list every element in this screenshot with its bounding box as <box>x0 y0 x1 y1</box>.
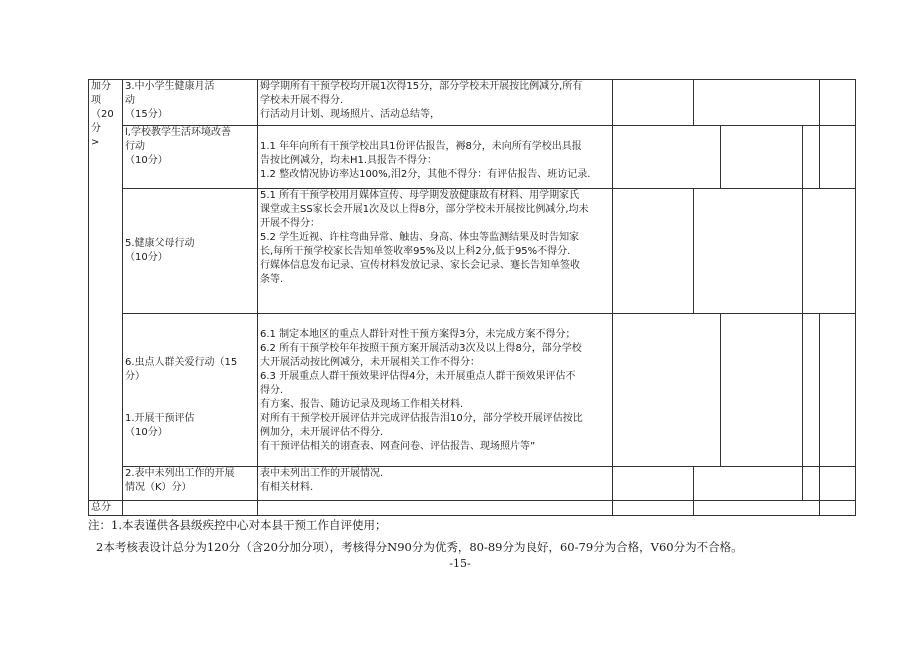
table-row <box>89 80 856 126</box>
note-line-1: 注：1.本表谨供各县级疾控中心对本县干预工作自评使用； <box>88 518 387 532</box>
criteria-text: 学校未开展不得分. <box>260 95 344 106</box>
score-cell <box>721 126 803 189</box>
item-text: 分） <box>125 371 145 382</box>
criteria-text: 例加分，未开展评估不得分. <box>260 427 384 438</box>
score-cell <box>803 314 820 467</box>
criteria-text: 大开展活动按比例减分，未开展相关工作不得分： <box>260 357 480 368</box>
table-row <box>89 314 856 467</box>
score-cell <box>721 314 803 467</box>
score-cell <box>613 314 721 467</box>
criteria-text: 开展不得分： <box>260 218 320 229</box>
criteria-text: 6.1 制定本地区的重点人群针对性干预方案得3分，未完成方案不得分； <box>260 329 576 340</box>
table-row <box>89 189 856 314</box>
criteria-text: 1.1 年年向所有干预学校出具1份评估报告，褥8分，未向所有学校出具报 <box>260 141 582 152</box>
criteria-text: 1.2 整改情况协访率达100%,泪2分，其他不得分：有评估报告、班访记录. <box>260 169 591 180</box>
item-text: 2.表中未列出工作的开展 <box>125 468 235 479</box>
item-text: （10分） <box>125 427 168 438</box>
item-cell <box>123 80 258 126</box>
criteria-cell <box>258 467 613 501</box>
criteria-text: 课堂或主SS家长会开展1次及以上得8分，部分学校未开展按比例减分,均未 <box>260 204 589 215</box>
item-cell <box>123 126 258 189</box>
score-cell <box>820 314 856 467</box>
criteria-text: 对所有干预学校开展评估并完成评估报告泪10分，部分学校开展评估按比 <box>260 413 583 424</box>
criteria-text: 姆学期所有干预学校均开展1次得15分，部分学校未开展按比例减分,所有 <box>260 81 583 92</box>
category-cell-bonus <box>89 80 123 501</box>
criteria-text: 6.3 开展重点人群干预效果评估得4分，未开展重点人群干预效果评估不 <box>260 371 576 382</box>
score-cell <box>820 467 856 501</box>
item-text: 1.开展干预评估 <box>125 413 195 424</box>
item-text: （10分） <box>125 252 168 263</box>
score-cell <box>613 126 721 189</box>
criteria-text: 有干预评估相关的诩查表、网查问卷、评估报告、现场照片等” <box>260 441 536 452</box>
criteria-text: 条等. <box>260 274 284 285</box>
criteria-text: 5.2 学生近视、许柱弯曲异常、触齿、身高、体虫等监测结果及时告知家 <box>260 232 580 243</box>
criteria-cell <box>258 80 613 126</box>
criteria-text: 告按比例减分，均未H1.具报告不得分： <box>260 155 438 166</box>
criteria-text: 长,每所干预学校家长告知单签收率95%及以上科2分,低于95%不得分. <box>260 246 571 257</box>
item-text: 行动 <box>125 141 145 152</box>
criteria-cell <box>258 314 613 467</box>
criteria-text: 5.1 所有干预学校用月媒体宣传、母学期发放健康故有材料、用学期家氏 <box>260 190 580 201</box>
criteria-cell <box>258 189 613 314</box>
score-cell <box>694 80 820 126</box>
item-cell <box>123 189 258 314</box>
item-text: （10分） <box>125 155 168 166</box>
category-label: > <box>91 137 100 148</box>
table-row <box>89 126 856 189</box>
score-cell <box>803 467 820 501</box>
criteria-text: 有相关材料. <box>260 482 314 493</box>
criteria-text: 6.2 所有干预学校年年按照干预方案开展活动3次及以上得8分，部分学校 <box>260 343 582 354</box>
item-text: 情况（K）分） <box>125 482 192 493</box>
criteria-text: 得分. <box>260 385 284 396</box>
item-cell <box>123 314 258 467</box>
item-text: 动 <box>125 95 135 106</box>
item-text: 3.中小学生健康月活 <box>125 81 215 92</box>
score-cell <box>613 189 694 314</box>
score-cell <box>803 126 820 189</box>
item-cell <box>123 467 258 501</box>
evaluation-table <box>88 79 856 516</box>
criteria-text: 表中未列出工作的开展情况. <box>260 468 384 479</box>
item-text: 5.健康父母行动 <box>125 238 195 249</box>
note-line-2: 2本考核表设计总分为120分（含20分加分项），考核得分N90分为优秀，80-89分为良好，60-79分为合格，V60分为不合格。 <box>96 540 743 554</box>
category-label: （20分 <box>91 109 114 134</box>
category-label: 加分 <box>91 81 111 92</box>
item-text: l,学校教学生活环境改善 <box>125 127 231 138</box>
total-label: 总分 <box>89 501 123 516</box>
score-cell <box>820 80 856 126</box>
criteria-text: 行媒体信息发布记录、宣传材料发放记录、家长会记录、蹇长告知单签收 <box>260 260 580 271</box>
score-cell <box>803 189 856 314</box>
criteria-cell <box>258 126 613 189</box>
score-cell <box>694 467 803 501</box>
criteria-text: 行活动月计划、现场照片、活动总结等， <box>260 109 440 120</box>
category-label: 项 <box>91 95 101 106</box>
score-cell <box>694 189 803 314</box>
page-number: -15- <box>449 557 471 570</box>
score-cell <box>613 80 694 126</box>
table-notes <box>88 514 868 558</box>
score-cell <box>820 126 856 189</box>
item-text: （15分） <box>125 109 168 120</box>
table-row <box>89 467 856 501</box>
item-text: 6.虫点人群关爱行动（15 <box>125 357 238 368</box>
score-cell <box>613 467 694 501</box>
criteria-text: 有方案、报告、随访记录及现场工作相关材料. <box>260 399 464 410</box>
